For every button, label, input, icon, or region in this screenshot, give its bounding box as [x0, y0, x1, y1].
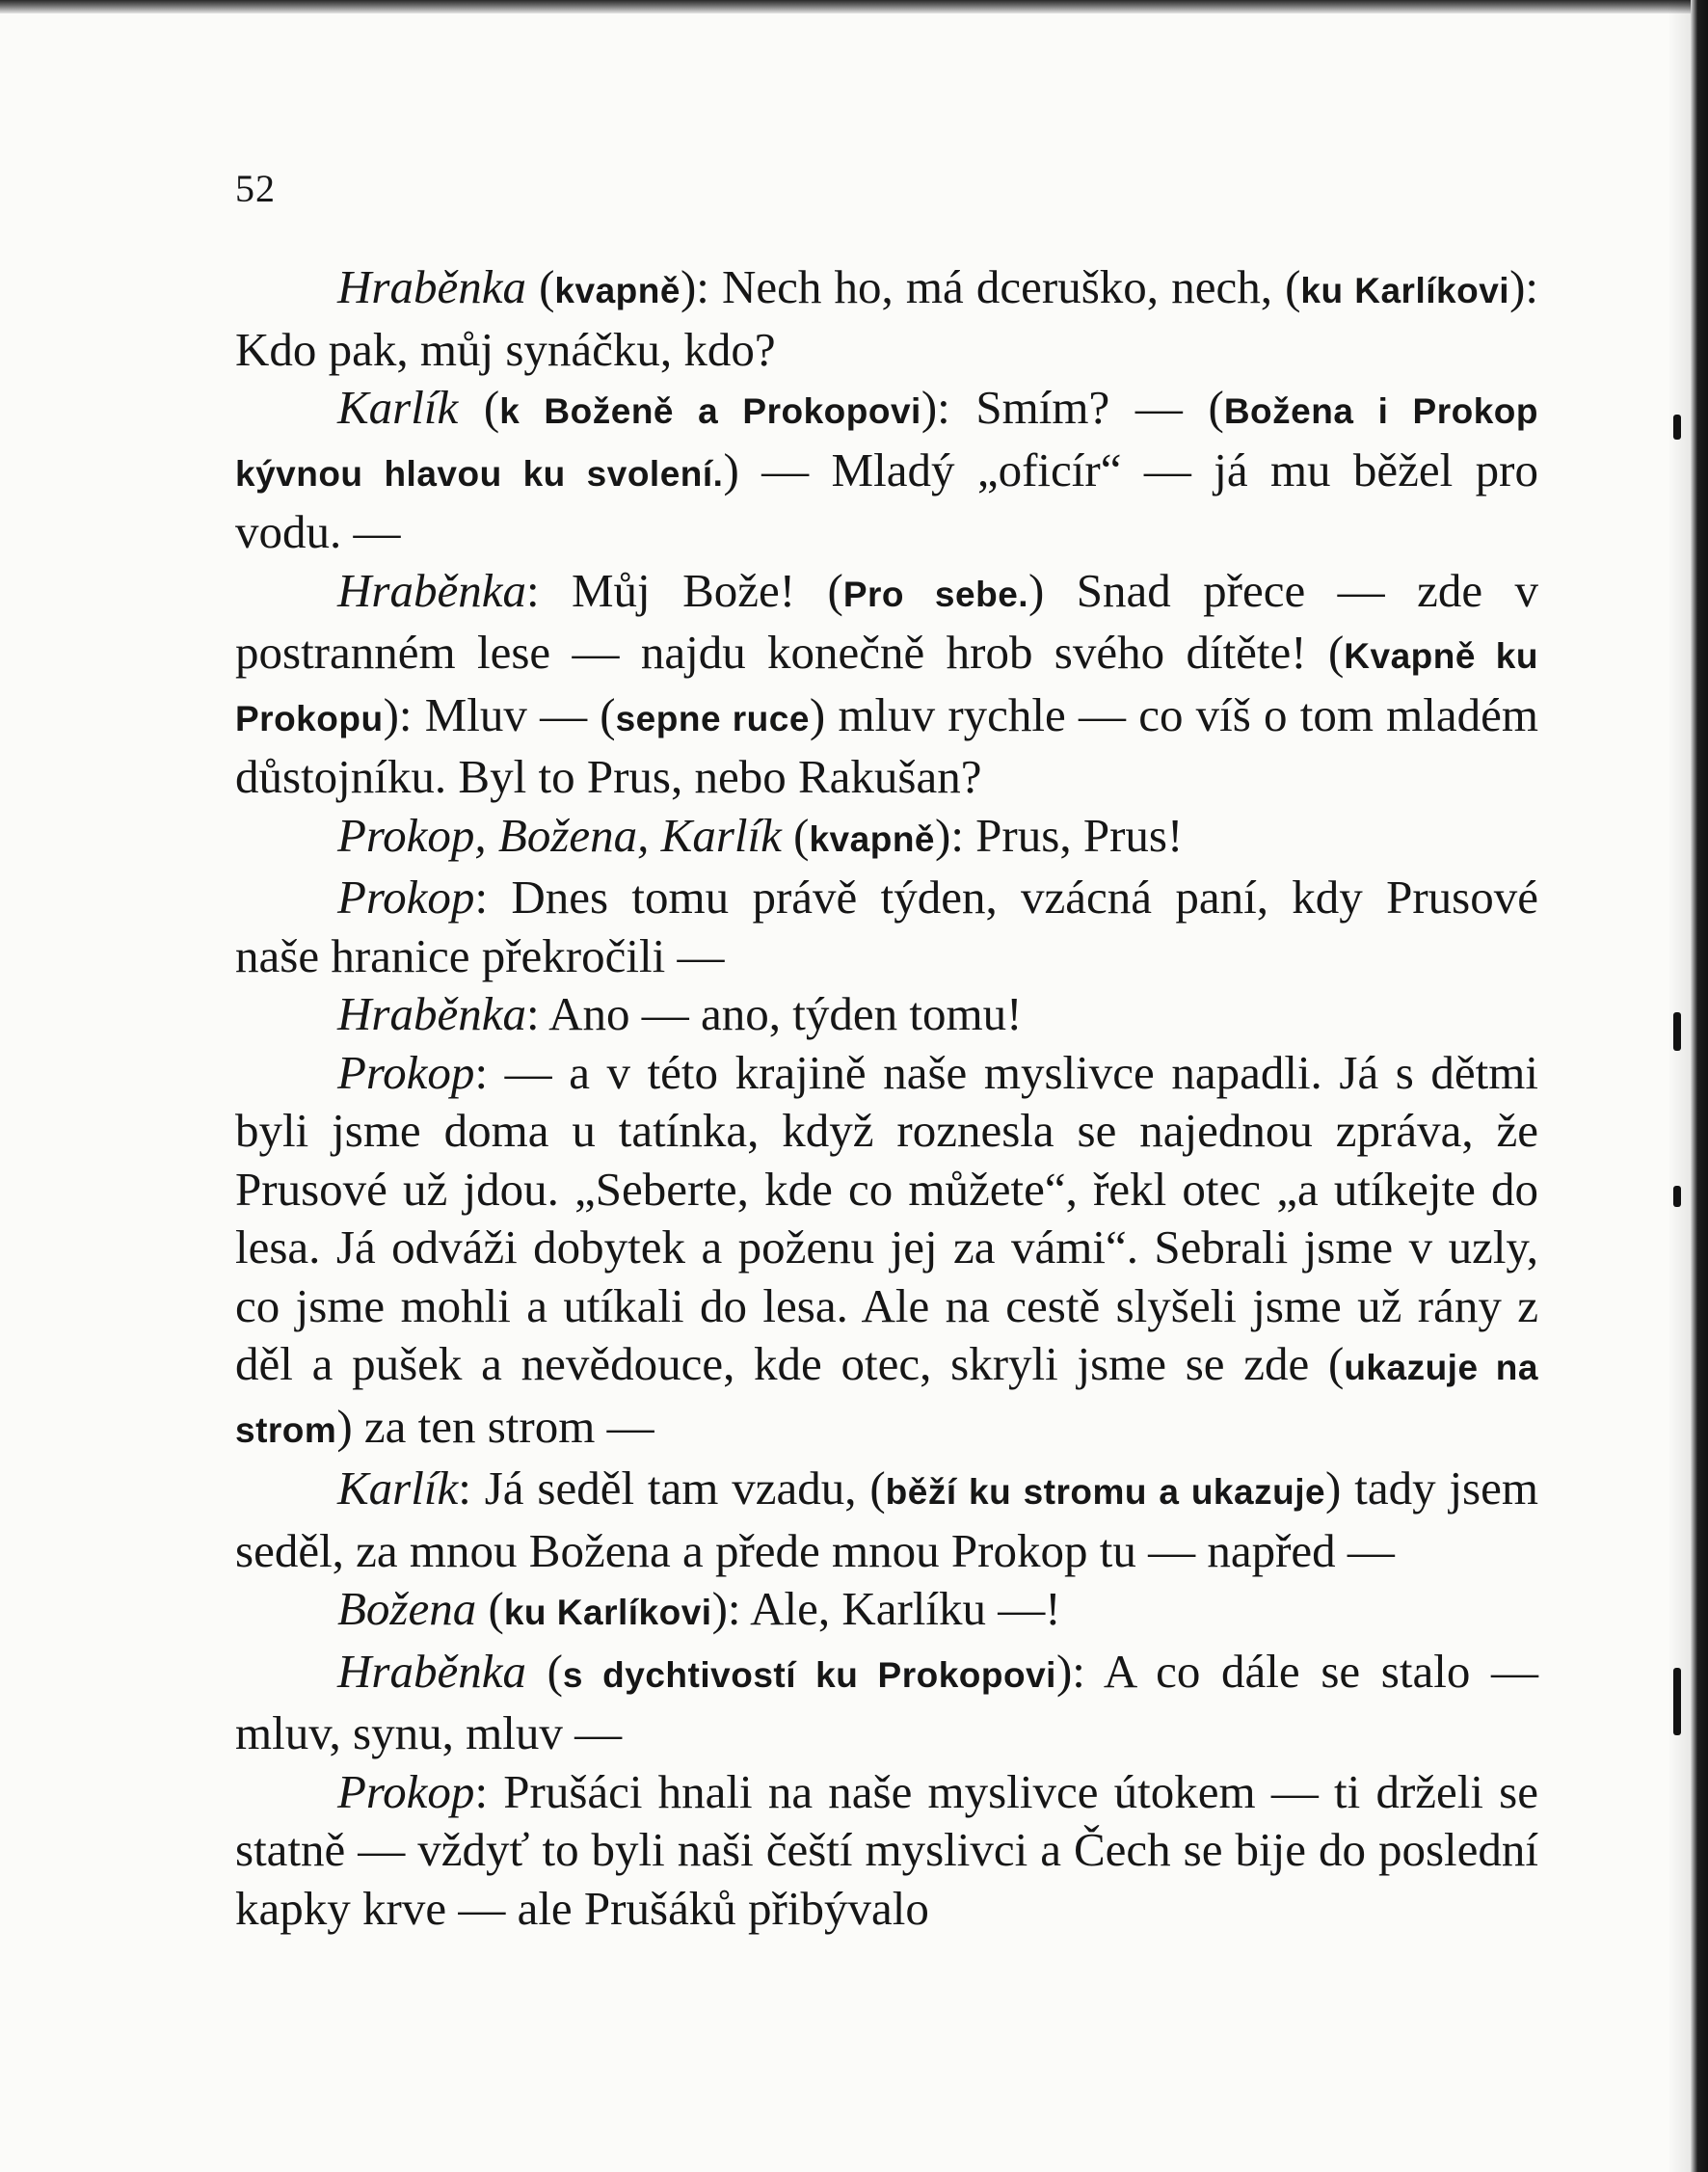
dialogue-text: : — a v této krajině naše myslivce napadli. Já s dětmi byli jsme doma u tatínka, když roznesla se najednou zpráva, že Prusové už jdou. „Seberte, kde co můžete“, řekl otec „a utíkejte do lesa. Já odváži dobytek a poženu jej za vámi“. Sebrali jsme v uzly, co jsme mohli a utíkali do lesa. Ale na cestě slyšeli jsme už rány z děl a pušek a nevědouce, kde otec, skryli jsme se zde ( — [235, 1045, 1538, 1390]
dialogue-text: : Ano — ano, týden tomu! — [525, 987, 1023, 1040]
speaker-name: Hraběnka — [337, 563, 526, 617]
margin-mark — [1673, 415, 1681, 440]
paragraph — [235, 1763, 1538, 1939]
dialogue-text: : Dnes tomu právě týden, vzácná paní, kdy Prusové naše hranice překročili — — [235, 871, 1538, 982]
speaker-name: Hraběnka — [337, 260, 526, 313]
stage-direction: běží ku stromu a ukazuje — [885, 1472, 1326, 1512]
scan-top-edge — [0, 0, 1708, 13]
page-text — [235, 258, 1538, 1938]
margin-mark — [1673, 1186, 1681, 1207]
paragraph — [235, 1580, 1538, 1643]
paragraph — [235, 869, 1538, 985]
dialogue-text: : Prušáci hnali na naše myslivce útokem — ti drželi se statně — vždyť to byli naši čeští myslivci a Čech se bije do poslední kapky krve — ale Prušáků přibývalo — [235, 1764, 1538, 1935]
paragraph — [235, 1044, 1538, 1461]
speaker-name: Prokop — [337, 1045, 475, 1099]
speaker-name: Karlík — [337, 1461, 459, 1515]
dialogue-text: : Můj Bože! ( — [525, 563, 843, 617]
dialogue-text: ( — [525, 1644, 563, 1698]
paragraph — [235, 1643, 1538, 1763]
stage-direction: ku Karlíkovi — [503, 1593, 712, 1632]
page-gutter-shadow — [1668, 0, 1691, 2172]
dialogue-text: ) mluv rychle — co víš o tom mladém důstojníku. Byl to Prus, nebo Rakušan? — [235, 687, 1538, 803]
stage-direction: Kvapně ku Prokopu — [235, 636, 1538, 738]
page-number: 52 — [235, 167, 276, 210]
stage-direction: k Boženě a Prokopovi — [499, 391, 921, 431]
paragraph — [235, 562, 1538, 807]
dialogue-text: ( — [525, 260, 555, 313]
paragraph — [235, 985, 1538, 1044]
speaker-name: Hraběnka — [337, 987, 526, 1040]
dialogue-text: ) Snad přece — zde v postranném lese — najdu konečně hrob svého dítěte! ( — [235, 563, 1538, 679]
dialogue-text: ( — [458, 381, 500, 434]
dialogue-text: : Já seděl tam vzadu, ( — [458, 1461, 886, 1515]
paragraph — [235, 807, 1538, 870]
dialogue-text: ): Nech ho, má dceruško, nech, ( — [680, 260, 1301, 313]
scan-right-edge — [1691, 0, 1708, 2172]
margin-mark — [1673, 1668, 1681, 1735]
dialogue-text: ): Kdo pak, můj synáčku, kdo? — [235, 260, 1538, 376]
dialogue-text: ): Ale, Karlíku —! — [711, 1582, 1061, 1635]
dialogue-text: ) za ten strom — — [336, 1399, 654, 1453]
speaker-name: Božena — [337, 1582, 477, 1635]
speaker-name: Prokop — [337, 871, 475, 924]
dialogue-text: ): Mluv — ( — [383, 687, 616, 741]
speaker-name: Karlík — [337, 381, 459, 434]
stage-direction: Pro sebe. — [842, 574, 1029, 614]
speaker-name: Prokop — [337, 1764, 475, 1818]
stage-direction: s dychtivostí ku Prokopovi — [562, 1654, 1056, 1695]
paragraph — [235, 379, 1538, 562]
dialogue-text: ) tady jsem seděl, za mnou Božena a přede mnou Prokop tu — napřed — — [235, 1461, 1538, 1577]
paragraph — [235, 1460, 1538, 1580]
stage-direction: ku Karlíkovi — [1300, 271, 1510, 310]
dialogue-text: ): Smím? — ( — [921, 381, 1224, 434]
stage-direction: sepne ruce — [615, 698, 810, 738]
dialogue-text: ( — [781, 808, 810, 862]
dialogue-text: ): A co dále se stalo — mluv, synu, mluv — — [235, 1644, 1538, 1759]
stage-direction: ukazuje na strom — [235, 1348, 1538, 1450]
dialogue-text: ): Prus, Prus! — [935, 808, 1184, 862]
speaker-name: Hraběnka — [337, 1644, 526, 1698]
stage-direction: kvapně — [809, 818, 935, 859]
dialogue-text: ) — Mladý „oficír“ — já mu běžel pro vodu. — — [235, 442, 1538, 558]
stage-direction: kvapně — [554, 271, 681, 310]
paragraph — [235, 258, 1538, 379]
speaker-name: Prokop, Božena, Karlík — [337, 808, 782, 862]
dialogue-text: ( — [476, 1582, 504, 1635]
margin-mark — [1673, 1012, 1681, 1051]
stage-direction: Božena i Prokop kývnou hlavou ku svolení. — [235, 391, 1538, 494]
